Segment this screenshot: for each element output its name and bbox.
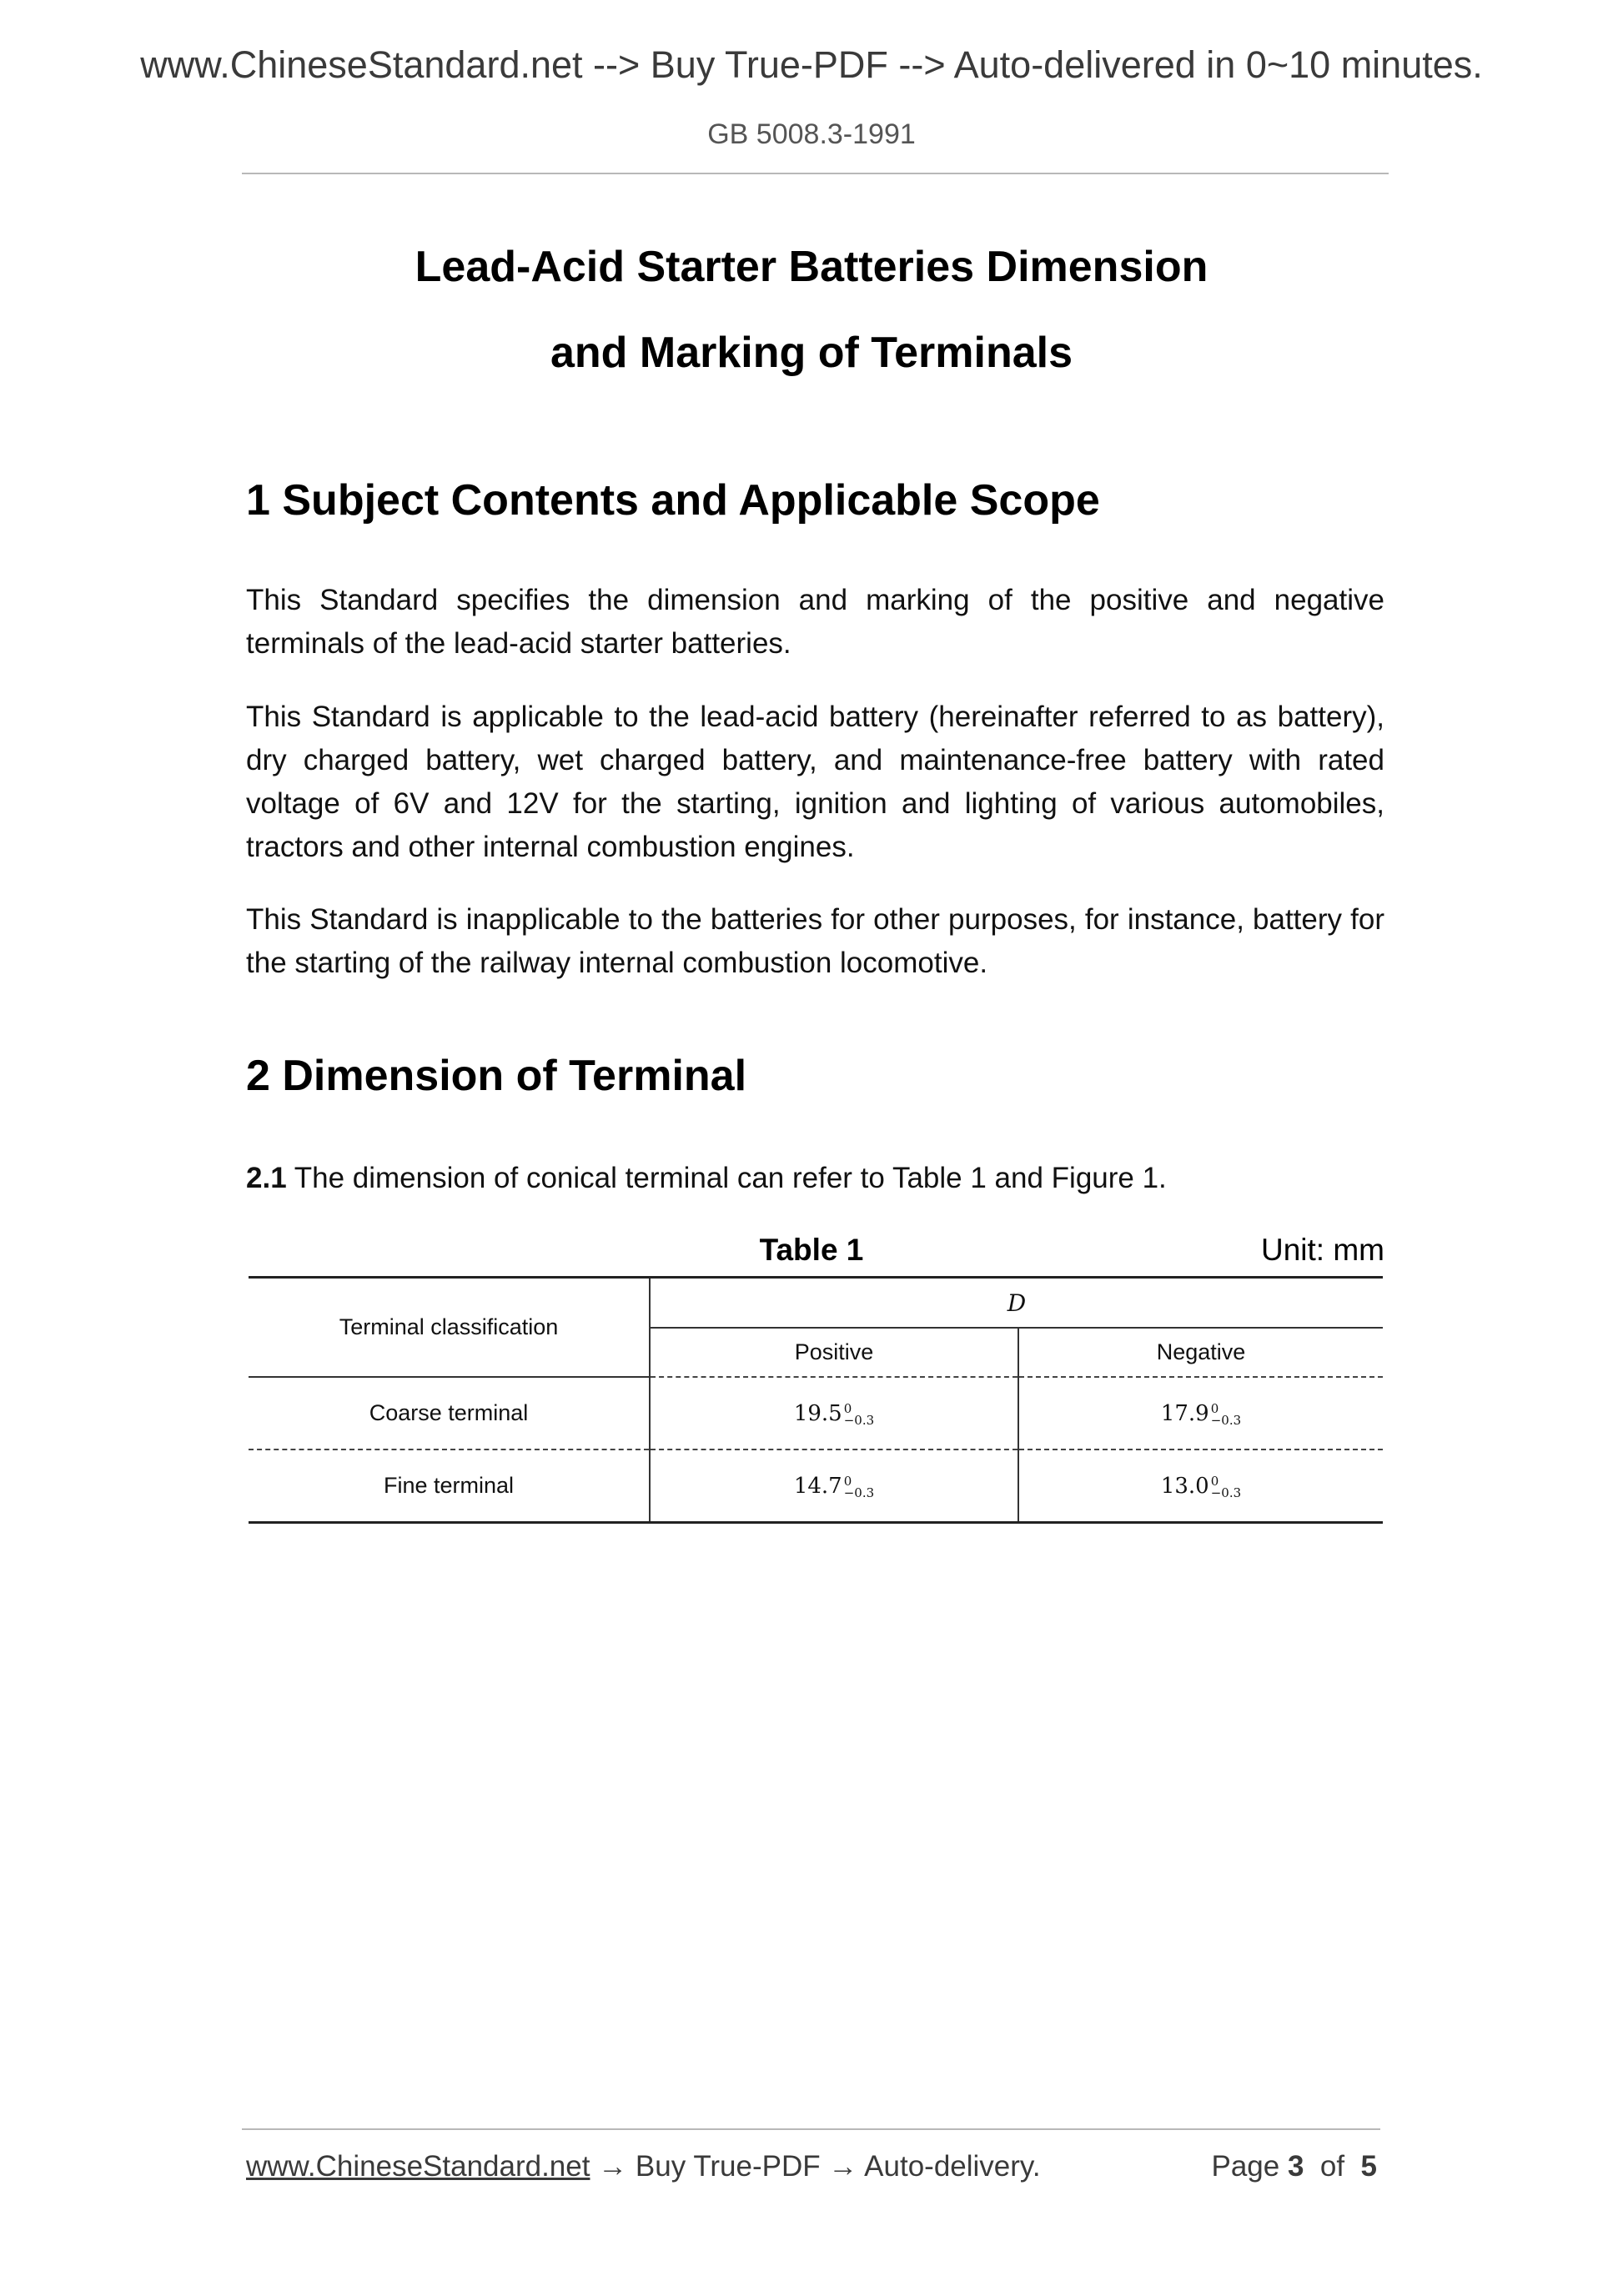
footer-promo [246, 2150, 1041, 2183]
header-terminal-classification: Terminal classification [249, 1278, 650, 1378]
table-1-unit: Unit: mm [1261, 1233, 1384, 1267]
footer-divider [242, 2128, 1380, 2130]
clause-2-1 [246, 1157, 1384, 1200]
header-divider [242, 173, 1389, 174]
clause-2-1-text: The dimension of conical terminal can refer to Table 1 and Figure 1. [286, 1162, 1167, 1194]
row-label-coarse: Coarse terminal [249, 1377, 650, 1449]
document-code: GB 5008.3-1991 [707, 118, 916, 150]
table-1-caption: Table 1 [759, 1233, 864, 1267]
table-1 [249, 1276, 1383, 1524]
table-row [249, 1449, 1383, 1523]
row-label-fine: Fine terminal [249, 1449, 650, 1523]
section-1-paragraph-1: This Standard specifies the dimension and marking of the positive and negative terminals of the lead-acid starter batteries. [246, 584, 1384, 660]
header-d: D [650, 1278, 1383, 1329]
fine-negative-value: 13.0 0 −0.3 [1018, 1449, 1383, 1523]
fine-positive-value: 14.7 0 −0.3 [650, 1449, 1018, 1523]
section-1-paragraph-3: This Standard is inapplicable to the batteries for other purposes, for instance, battery for the starting of the railway internal combustion locomotive. [246, 903, 1384, 979]
total-page-number: 5 [1360, 2150, 1377, 2183]
document-title-line1: Lead-Acid Starter Batteries Dimension [415, 243, 1208, 291]
current-page-number: 3 [1287, 2150, 1304, 2183]
section-1-paragraph-2: This Standard is applicable to the lead-acid battery (hereinafter referred to as battery), dry charged battery, wet charged battery, and maintenance-free battery with rated voltage of 6V and 12V for the starting, ignition and lighting of various automobiles, tractors and other internal combustion engines. [246, 701, 1384, 863]
page-indicator: Page 3 of 5 [1211, 2150, 1377, 2183]
table-row [249, 1377, 1383, 1449]
coarse-negative-value: 17.9 0 −0.3 [1018, 1377, 1383, 1449]
footer-link[interactable]: www.ChineseStandard.net [246, 2150, 590, 2183]
section-2-heading: 2 Dimension of Terminal [246, 1052, 747, 1100]
coarse-positive-value: 19.5 0 −0.3 [650, 1377, 1018, 1449]
document-title-line2: and Marking of Terminals [550, 329, 1073, 377]
top-banner: www.ChineseStandard.net --> Buy True-PDF --> Auto-delivered in 0~10 minutes. [140, 43, 1483, 86]
header-negative: Negative [1018, 1328, 1383, 1377]
clause-2-1-number: 2.1 [246, 1162, 287, 1194]
footer-promo-text: → Buy True-PDF → Auto-delivery. [590, 2150, 1041, 2183]
header-positive: Positive [650, 1328, 1018, 1377]
section-1-heading: 1 Subject Contents and Applicable Scope [246, 476, 1100, 525]
